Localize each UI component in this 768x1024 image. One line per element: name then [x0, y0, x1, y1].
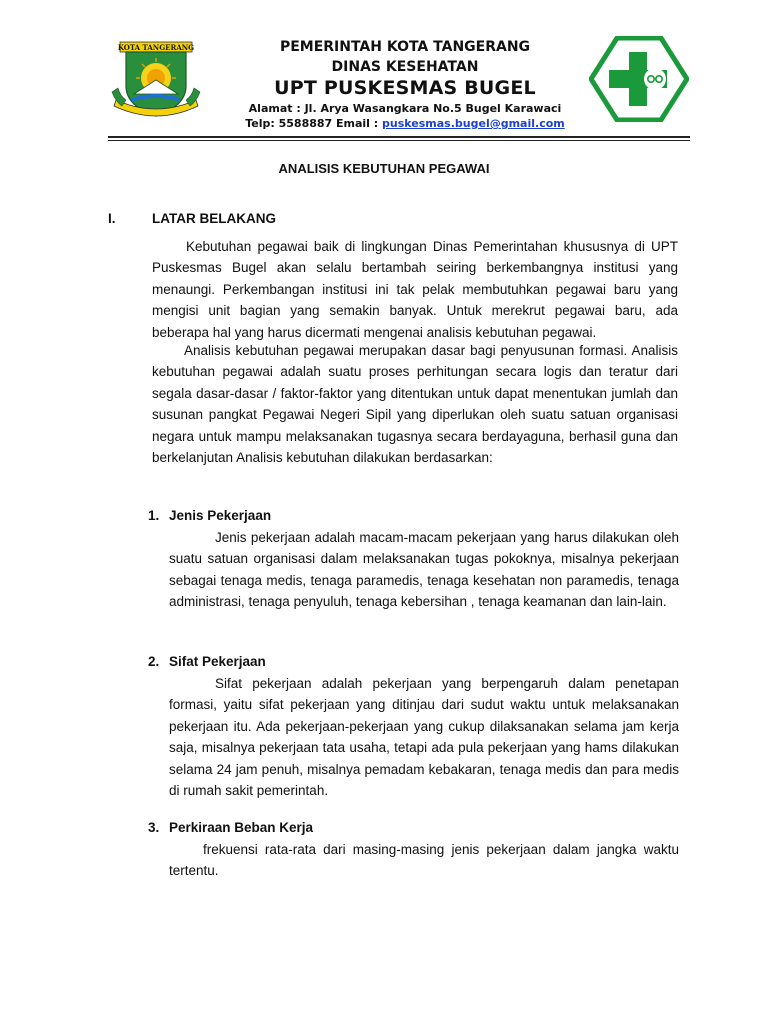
- item-body-sifat-pekerjaan: Sifat pekerjaan adalah pekerjaan yang berpengaruh dalam penetapan formasi, yaitu sifat pekerjaan yang ditinjau dari sudut waktu untuk melaksanakan pekerjaan itu. Ada pekerjaan-pekerjaan yang cukup dilaksanakan selama jam kerja saja, misalnya pekerjaan tata usaha, tetapi ada pula pekerjaan yang hams dilakukan selama 24 jam penuh, misalnya pemadam kebakaran, tenaga medis dan para medis di rumah sakit pemerintah.: [169, 676, 679, 799]
- government-name: PEMERINTAH KOTA TANGERANG: [279, 39, 531, 55]
- header-divider-thin: [108, 140, 690, 141]
- institution-name: UPT PUSKESMAS BUGEL: [274, 77, 536, 99]
- header-divider-thick: [108, 136, 690, 138]
- item-number: 2.: [148, 654, 160, 669]
- background-paragraph-1: Kebutuhan pegawai baik di lingkungan Dinas Pemerintahan khususnya di UPT Puskesmas Bugel akan selalu bertambah seiring berkembangnya institusi yang menaungi. Perkembangan institusi ini tak pelak membutuhkan pegawai baru yang mengisi unit bagian yang semakin banyak. Untuk merekrut pegawai baru, ada beberapa hal yang harus dicermati mengenai analisis kebutuhan pegawai.: [152, 239, 678, 340]
- department-name: DINAS KESEHATAN: [331, 59, 479, 75]
- address-line: Alamat : Jl. Arya Wasangkara No.5 Bugel Karawaci: [248, 102, 562, 115]
- item-body-jenis-pekerjaan: Jenis pekerjaan adalah macam-macam pekerjaan yang harus dilakukan oleh suatu satuan organisasi dalam melaksanakan tugas pokoknya, misalnya pekerjaan sebagai tenaga medis, tenaga paramedis, tenaga kesehatan non paramedis, tenaga administrasi, tenaga penyuluh, tenaga kebersihan , tenaga keamanan dan lain-lain.: [169, 530, 679, 610]
- item-body-perkiraan-beban-kerja: frekuensi rata-rata dari masing-masing jenis pekerjaan dalam jangka waktu tertentu.: [169, 842, 679, 879]
- email-link[interactable]: puskesmas.bugel@gmail.com: [382, 117, 565, 130]
- item-number: 1.: [148, 508, 160, 523]
- background-paragraph-2: Analisis kebutuhan pegawai merupakan dasar bagi penyusunan formasi. Analisis kebutuhan pegawai adalah suatu proses perhitungan secara logis dan teratur dari segala dasar-dasar / faktor-faktor yang ditentukan untuk dapat menentukan jumlah dan susunan pangkat Pegawai Negeri Sipil yang diperlukan oleh suatu satuan organisasi negara untuk mampu melaksanakan tugasnya secara berdayaguna, berhasil guna dan berkelanjutan Analisis kebutuhan dilakukan berdasarkan:: [152, 343, 678, 466]
- phone-label: Telp: 5588887 Email :: [245, 117, 383, 130]
- kota-tangerang-crest-logo: [108, 40, 204, 124]
- puskesmas-cross-logo: [589, 36, 689, 122]
- document-title: ANALISIS KEBUTUHAN PEGAWAI: [278, 161, 490, 176]
- crest-banner-text: KOTA TANGERANG: [117, 43, 195, 52]
- section-title: LATAR BELAKANG: [152, 211, 276, 226]
- section-number: I.: [108, 211, 116, 226]
- item-title-sifat-pekerjaan: Sifat Pekerjaan: [169, 654, 266, 669]
- item-title-jenis-pekerjaan: Jenis Pekerjaan: [169, 508, 272, 523]
- item-number: 3.: [148, 820, 160, 835]
- item-title-perkiraan-beban-kerja: Perkiraan Beban Kerja: [169, 820, 314, 835]
- contact-line: [230, 117, 580, 130]
